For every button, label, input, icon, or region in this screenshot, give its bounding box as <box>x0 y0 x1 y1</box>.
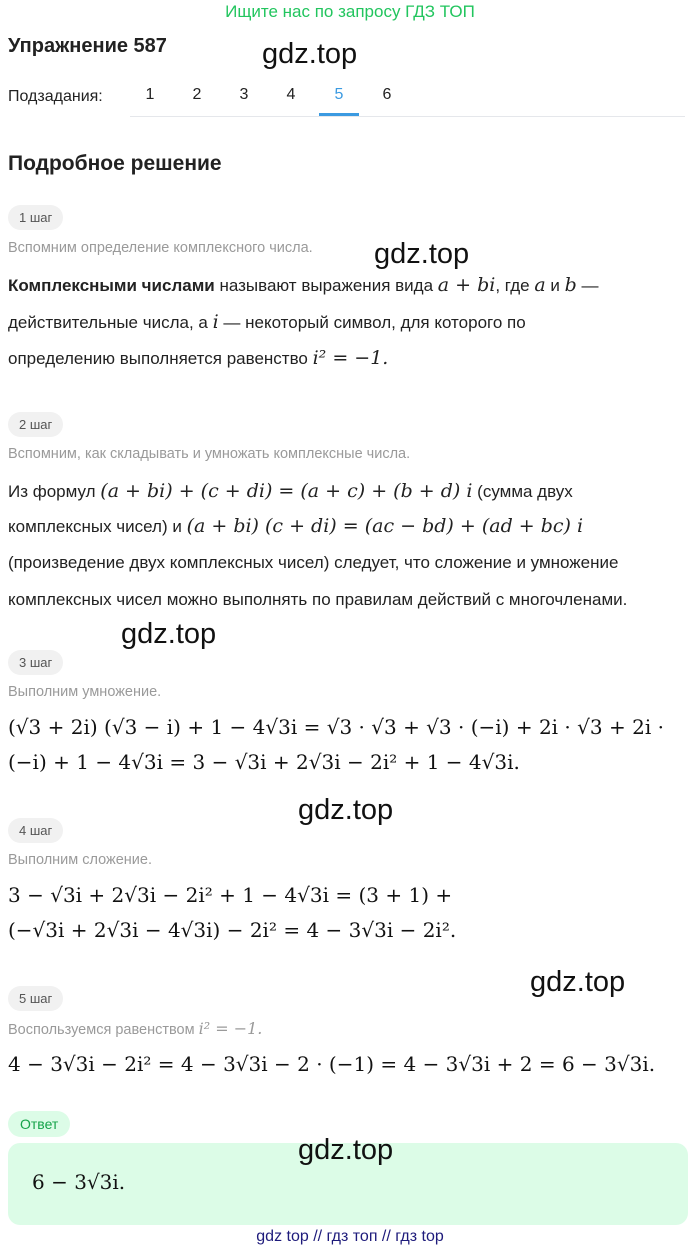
tab-subtask-5[interactable]: 5 <box>334 86 344 103</box>
watermark: gdz.top <box>298 794 394 826</box>
active-tab-indicator <box>319 113 359 116</box>
step-5-badge: 5 шаг <box>8 986 63 1011</box>
bold-term: Комплексными числами <box>8 276 215 295</box>
text: (сумма двух <box>472 482 573 501</box>
step-4-badge: 4 шаг <box>8 818 63 843</box>
text: и <box>545 276 565 295</box>
step-3-formula-1: (√3 + 2i) (√3 − i) + 1 − 4√3i = √3 · √3 + √3 · (−i) + 2i · √3 + 2i · <box>8 715 664 739</box>
math: i² = −1. <box>198 1019 263 1038</box>
tab-subtask-4[interactable]: 4 <box>286 86 296 103</box>
step-4-formula-2: (−√3i + 2√3i − 4√3i) − 2i² = 4 − 3√3i − 2i². <box>8 918 457 942</box>
math: a + bi <box>437 274 496 296</box>
step-1-line-3 <box>8 340 388 377</box>
text: действительные числа, а <box>8 313 213 332</box>
text: Воспользуемся равенством <box>8 1022 199 1038</box>
text: называют выражения вида <box>214 276 438 295</box>
watermark: gdz.top <box>530 966 626 998</box>
watermark: gdz.top <box>298 1134 394 1166</box>
math: a <box>534 274 546 296</box>
page-title: Упражнение 587 <box>8 35 167 57</box>
subtask-tabs <box>130 80 685 117</box>
step-3-hint: Выполним умножение. <box>8 684 162 700</box>
text: Из формул <box>8 482 101 501</box>
tab-subtask-6[interactable]: 6 <box>382 86 392 103</box>
text: комплексных чисел) и <box>8 517 187 536</box>
text: определению выполняется равенство <box>8 349 313 368</box>
math: (a + bi) (c + di) = (ac − bd) + (ad + bc) i <box>186 515 584 537</box>
text: — некоторый символ, для которого по <box>218 313 526 332</box>
text: , где <box>495 276 535 295</box>
tab-subtask-1[interactable]: 1 <box>145 86 155 103</box>
step-5-hint <box>8 1019 262 1038</box>
step-2-line-2 <box>8 508 583 545</box>
text: — <box>576 276 599 295</box>
math: i² = −1. <box>312 347 389 369</box>
answer-badge: Ответ <box>8 1111 70 1137</box>
math: (a + bi) + (c + di) = (a + c) + (b + d) i <box>100 480 473 502</box>
step-2-badge: 2 шаг <box>8 412 63 437</box>
step-2-line-1 <box>8 473 573 510</box>
solution-title: Подробное решение <box>8 152 222 175</box>
step-4-hint: Выполним сложение. <box>8 852 152 868</box>
step-2-line-4: комплексных чисел можно выполнять по правилам действий с многочленами. <box>8 590 628 609</box>
step-1-line-1 <box>8 267 599 304</box>
watermark: gdz.top <box>262 38 358 70</box>
math: i <box>212 311 219 333</box>
step-1-hint: Вспомним определение комплексного числа. <box>8 240 313 256</box>
watermark: gdz.top <box>374 238 470 270</box>
math: b <box>564 274 577 296</box>
tab-subtask-3[interactable]: 3 <box>239 86 249 103</box>
step-3-formula-2: (−i) + 1 − 4√3i = 3 − √3i + 2√3i − 2i² + 1 − 4√3i. <box>8 750 520 774</box>
step-2-line-3: (произведение двух комплексных чисел) следует, что сложение и умножение <box>8 553 619 572</box>
subtasks-label: Подзадания: <box>8 88 103 105</box>
step-2-hint: Вспомним, как складывать и умножать комплексные числа. <box>8 446 411 462</box>
footer-links[interactable]: gdz top // гдз топ // гдз top <box>256 1228 444 1245</box>
tab-subtask-2[interactable]: 2 <box>192 86 202 103</box>
step-1-badge: 1 шаг <box>8 205 63 230</box>
step-3-badge: 3 шаг <box>8 650 63 675</box>
step-5-formula-1: 4 − 3√3i − 2i² = 4 − 3√3i − 2 · (−1) = 4 − 3√3i + 2 = 6 − 3√3i. <box>8 1052 656 1076</box>
search-banner: Ищите нас по запросу ГДЗ ТОП <box>225 2 475 21</box>
watermark: gdz.top <box>121 618 217 650</box>
answer-value: 6 − 3√3i. <box>32 1170 126 1194</box>
step-1-line-2 <box>8 304 526 341</box>
step-4-formula-1: 3 − √3i + 2√3i − 2i² + 1 − 4√3i = (3 + 1) + <box>8 883 453 907</box>
